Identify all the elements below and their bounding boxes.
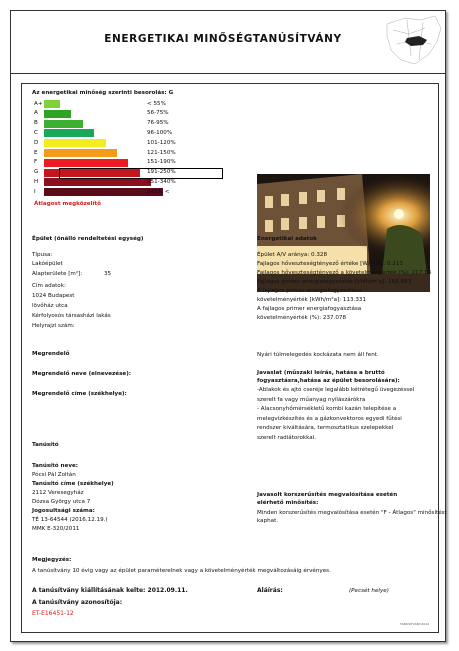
proposal-line: - Alacsonyhőmérsékletű kombi kazán telepítése a [257,406,397,412]
energy-data-line: A fajlagos primer energiafogyasztása [257,306,362,312]
energy-data-line: Fajlagos primer energiafogyasztás [kWh/m²a]: 268.683 [257,279,412,285]
energy-data-line: A fajlagos primer energiafogyasztása [257,288,362,294]
rating-class-label: H [34,178,39,185]
certifier-heading: Tanúsító [32,442,59,448]
proposal-heading-2: fogyasztásra,hatása az épület besorolására): [257,378,400,384]
certifier-address-line: 2112 Veresegyház [32,490,84,496]
certifier-address-label: Tanúsító címe (székhelye) [32,481,114,487]
rating-note: Átlagost megközelítő [34,201,101,207]
rating-class-label: C [34,129,38,136]
license-line: MMK E-320/2011 [32,526,80,532]
modernization-heading-1: Javasolt korszerűsítés megvalósítása esetén [257,492,398,498]
building-address-line: 1024 Budapest [32,293,75,299]
energy-data-line: Épület A/V aránya: 0.328 [257,252,328,258]
rating-range: 121-150% [147,149,176,156]
document-code: TANÚSÍTVÁNY-2012 [400,622,430,626]
rating-range: 96-100% [147,129,173,136]
energy-data-line: Fajlagos hőveszteségtényező értéke [W/m³K]: 0.211 [257,261,403,267]
stamp-label: (Pecsét helye) [349,588,389,594]
rating-bar [44,120,83,128]
rating-range: < 55% [147,100,166,107]
rating-range: 76-95% [147,120,169,127]
building-address-line: Kérfolyosós társasházi lakás [32,313,111,319]
client-heading: Megrendelő [32,351,70,357]
remarks-text: A tanúsítvány 10 évig vagy az épület paraméterelnek vagy a követelményérték megváltozásáig érvényes. [32,568,331,574]
proposal-line: szerelt fa vagy műanyag nyílászárókra [257,396,366,403]
area-value: 35 [104,271,112,277]
type-value: Lakóépület [32,261,63,267]
rating-bar [44,178,151,186]
rating-range: 191-250% [147,169,176,176]
rating-class-label: I [34,188,36,195]
selected-rating-marker [59,168,223,179]
proposal-heading-1: Javaslat (műszaki leírás, hatása a bruttó [257,370,385,376]
rating-range: 341% < [147,188,170,195]
rating-class-label: A+ [34,100,43,107]
proposal-line: szerelt radiátorokkal. [257,434,317,441]
certifier-name-label: Tanúsító neve: [32,463,78,469]
rating-bar [44,149,117,157]
rating-bar [44,129,94,137]
rating-class-label: F [34,159,38,166]
proposal-line: rendszer kiváltására, termosztatikus szelepekkel [257,425,394,431]
proposal-line: -Ablakok és ajtó cseréje legalább kétrétegű üvegezéssel [257,387,415,393]
certificate-id: ET-E16451-12 [32,610,74,617]
energy-data-line: követelményérték (%): 237.078 [257,315,347,321]
rating-bar [44,159,128,167]
rating-class-label: E [34,149,38,156]
rating-bar [44,188,163,196]
rating-range: 101-120% [147,139,176,146]
certificate-page [10,10,446,642]
energy-data-line: Fajlagos hőveszteségtényező a követelményérték (%): 217.13 [257,270,432,276]
rating-class-label: B [34,120,38,127]
rating-bar [44,139,106,147]
client-address-label: Megrendelő címe (székhelye): [32,391,127,397]
rating-range: 151-190% [147,159,176,166]
rating-class-label: G [34,169,39,176]
rating-class-label: A [34,110,38,117]
certifier-name: Pócsi Pál Zoltán [32,472,76,478]
overheating-statement: Nyári túlmelegedés kockázata nem áll fent. [257,352,379,358]
license-line: TÉ 13-64544 (2016.12.19.) [32,517,108,523]
certificate-id-label: A tanúsítvány azonosítója: [32,599,123,606]
signature-label: Aláírás: [257,587,283,594]
rating-bar [44,100,60,108]
rating-class-label: D [34,139,39,146]
page-title: ENERGETIKAI MINŐSÉGTANÚSÍTVÁNY [104,33,342,45]
rating-bar [44,110,71,118]
rating-heading: Az energetikai minőség szerinti besorolás: G [32,90,174,96]
rating-range: 251-340% [147,178,176,185]
energy-data-line: követelményérték [kWh/m²a]: 113.331 [257,297,367,303]
issue-date-label: A tanúsítvány kiállításának kelte: 2012.09.11. [32,587,188,594]
hungary-map-icon [385,14,443,68]
certifier-address-line: Dózsa György utca 7 [32,499,91,505]
modernization-line: Minden korszerűsítés megvalósítása esetén "F - Átlagos" minősítést [257,510,447,516]
remarks-heading: Megjegyzés: [32,557,72,563]
license-label: Jogosultsági száma: [32,508,95,514]
modernization-heading-2: elérhető minősítés: [257,500,319,506]
building-address-line: lövőház utca [32,303,68,309]
parcel-label: Helyrajzi szám: [32,323,75,329]
modernization-line: kaphat. [257,518,279,524]
building-heading: Épület (önálló rendeltetési egység) [32,236,144,242]
rating-range: 56-75% [147,110,169,117]
address-label: Cím adatok: [32,283,66,289]
issue-date: 2012.09.11. [147,587,188,594]
energy-heading: Energetikai adatok [257,236,317,242]
area-label: Alapterülete [m²]: [32,271,83,277]
type-label: Típusa: [32,252,53,258]
header [11,11,445,74]
content-box [21,83,447,633]
proposal-line: melegvízkészítés és a gázkonvektoros egyedi fűtési [257,415,402,422]
client-name-label: Megrendelő neve (elnevezése): [32,371,132,377]
